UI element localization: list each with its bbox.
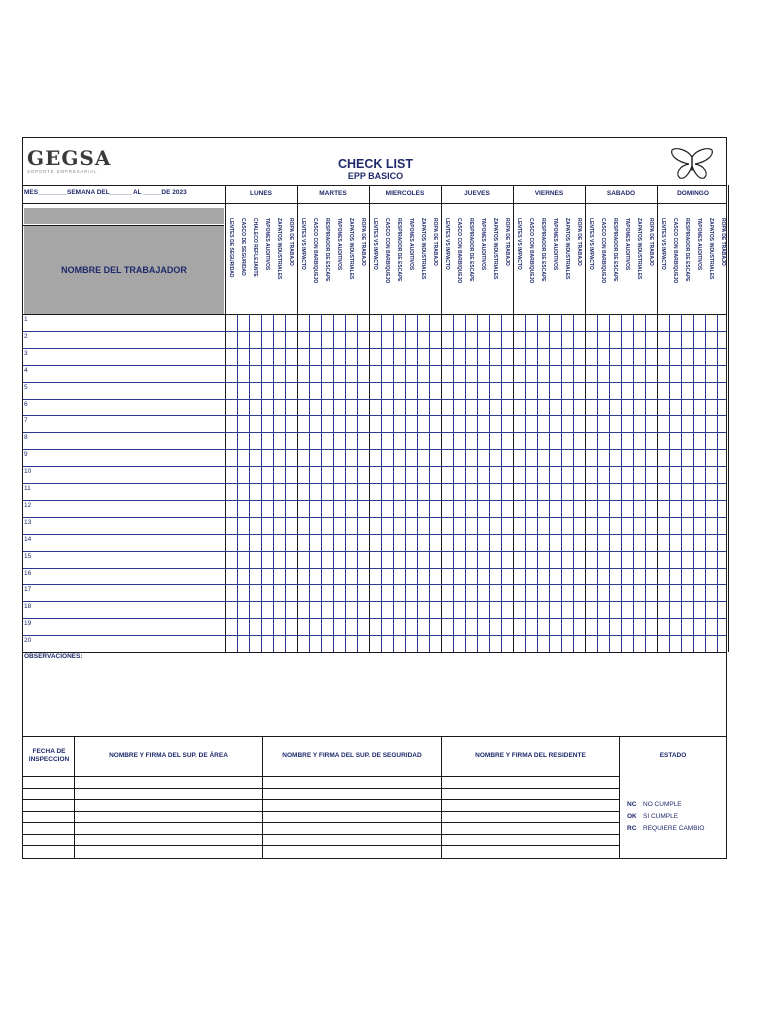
signature-rule xyxy=(23,788,619,789)
header-rule xyxy=(23,225,224,226)
butterfly-icon xyxy=(669,147,715,181)
row-line xyxy=(23,415,726,416)
day-header: SABADO xyxy=(606,190,636,197)
section-rule xyxy=(23,652,726,653)
row-line xyxy=(23,432,726,433)
checklist-sheet xyxy=(22,137,727,859)
epp-column-label: ROPA DE TRABAJO xyxy=(720,218,726,266)
row-number: 17 xyxy=(24,586,32,594)
signature-rule xyxy=(23,811,619,812)
document-subtitle: EPP BASICO xyxy=(347,171,404,181)
document-title: CHECK LIST xyxy=(338,157,413,171)
worker-name-header: NOMBRE DEL TRABAJADOR xyxy=(61,265,187,275)
row-line xyxy=(23,365,726,366)
logo-tagline: SOPORTE EMPRESARIAL xyxy=(27,169,98,174)
epp-column-label: CASCO CON BARBIQUEJO xyxy=(600,218,606,284)
row-line xyxy=(23,348,726,349)
epp-column-label: ZAPATOS INDUSTRIALES xyxy=(492,218,498,280)
row-line xyxy=(23,601,726,602)
row-number: 20 xyxy=(24,637,32,645)
row-number: 12 xyxy=(24,501,32,509)
epp-column-label: ZAPATOS INDUSTRIALES xyxy=(420,218,426,280)
epp-column-label: RESPIRADOR DE ESCAPE xyxy=(468,218,474,282)
row-line xyxy=(23,382,726,383)
signature-rule xyxy=(23,845,619,846)
row-number: 10 xyxy=(24,468,32,476)
row-number: 8 xyxy=(24,434,28,442)
epp-column-label: LENTES VS IMPACTO xyxy=(372,218,378,270)
row-number: 5 xyxy=(24,383,28,391)
row-line xyxy=(23,500,726,501)
row-number: 2 xyxy=(24,332,28,340)
epp-column-label: ROPA DE TRABAJO xyxy=(576,218,582,266)
row-line xyxy=(23,331,726,332)
epp-column-label: CASCO DE SEGURIDAD xyxy=(240,218,246,276)
row-number: 15 xyxy=(24,552,32,560)
day-header: DOMINGO xyxy=(677,190,709,197)
epp-column-label: TAPONES AUDITIVOS xyxy=(552,218,558,271)
day-header: LUNES xyxy=(249,190,273,197)
legend-text: NO CUMPLE xyxy=(643,801,682,808)
header-rule xyxy=(23,203,726,204)
section-rule xyxy=(23,736,726,737)
legend-nc xyxy=(627,801,682,808)
epp-column-label: LENTES VS IMPACTO xyxy=(300,218,306,270)
epp-column-label: TAPONES AUDITIVOS xyxy=(264,218,270,271)
epp-column-label: LENTES VS IMPACTO xyxy=(444,218,450,270)
row-number: 19 xyxy=(24,620,32,628)
epp-column-label: ZAPATOS INDUSTRIALES xyxy=(708,218,714,280)
row-line xyxy=(23,551,726,552)
epp-column-label: TAPONES AUDITIVOS xyxy=(480,218,486,271)
row-line xyxy=(23,635,726,636)
date-header: FECHA DE INSPECCION xyxy=(28,748,70,763)
legend-text: SI CUMPLE xyxy=(643,813,679,820)
epp-column-label: ZAPATOS INDUSTRIALES xyxy=(276,218,282,280)
legend-ok xyxy=(627,813,678,820)
row-line xyxy=(23,568,726,569)
row-number: 1 xyxy=(24,316,28,323)
epp-column-label: LENTES DE SEGURIDAD xyxy=(228,218,234,278)
day-header: MIERCOLES xyxy=(385,190,425,197)
row-line xyxy=(23,618,726,619)
epp-column-label: ROPA DE TRABAJO xyxy=(360,218,366,266)
row-number: 9 xyxy=(24,451,28,459)
status-header: ESTADO xyxy=(659,752,687,759)
epp-column-label: TAPONES AUDITIVOS xyxy=(408,218,414,271)
epp-column-label: LENTES VS IMPACTO xyxy=(588,218,594,270)
legend-rc xyxy=(627,825,704,832)
row-line xyxy=(23,584,726,585)
legend-code: NC xyxy=(627,801,637,808)
row-number: 14 xyxy=(24,535,32,543)
epp-column-label: RESPIRADOR DE ESCAPE xyxy=(540,218,546,282)
row-number: 6 xyxy=(24,400,28,408)
epp-column-label: ROPA DE TRABAJO xyxy=(288,218,294,266)
epp-column-label: TAPONES AUDITIVOS xyxy=(336,218,342,271)
legend-text: REQUIERE CAMBIO xyxy=(643,825,705,832)
row-line xyxy=(23,483,726,484)
day-header: MARTES xyxy=(319,190,347,197)
row-line xyxy=(23,466,726,467)
epp-column-label: ZAPATOS INDUSTRIALES xyxy=(564,218,570,280)
row-line xyxy=(23,399,726,400)
epp-column-label: CASCO CON BARBIQUEJO xyxy=(384,218,390,284)
signature-rule xyxy=(23,799,619,800)
row-line xyxy=(23,517,726,518)
epp-column-label: ROPA DE TRABAJO xyxy=(648,218,654,266)
signature-rule xyxy=(23,822,619,823)
row-number: 3 xyxy=(24,349,28,357)
epp-column-label: TAPONES AUDITIVOS xyxy=(624,218,630,271)
day-separator xyxy=(728,185,729,652)
signature-rule xyxy=(23,776,619,777)
epp-column-label: CASCO CON BARBIQUEJO xyxy=(672,218,678,284)
legend-code: OK xyxy=(627,813,637,820)
logo-name: GEGSA xyxy=(27,146,112,170)
epp-column-label: CHALECO REFLEJANTE xyxy=(252,218,258,277)
row-number: 7 xyxy=(24,417,28,425)
epp-column-label: ZAPATOS INDUSTRIALES xyxy=(348,218,354,280)
row-number: 18 xyxy=(24,603,32,611)
row-number: 11 xyxy=(24,485,31,492)
row-number: 13 xyxy=(24,518,32,526)
epp-column-label: ZAPATOS INDUSTRIALES xyxy=(636,218,642,280)
epp-column-label: RESPIRADOR DE ESCAPE xyxy=(612,218,618,282)
signature-column-line xyxy=(619,736,620,858)
epp-column-label: RESPIRADOR DE ESCAPE xyxy=(684,218,690,282)
row-line xyxy=(23,449,726,450)
safety-supervisor-header: NOMBRE Y FIRMA DEL SUP. DE SEGURIDAD xyxy=(282,752,422,759)
epp-column-label: LENTES VS IMPACTO xyxy=(516,218,522,270)
header-gray-band xyxy=(24,208,224,224)
area-supervisor-header: NOMBRE Y FIRMA DEL SUP. DE ÁREA xyxy=(109,752,228,759)
epp-column-label: LENTES VS IMPACTO xyxy=(660,218,666,270)
epp-column-label: ROPA DE TRABAJO xyxy=(432,218,438,266)
observations-label: OBSERVACIONES: xyxy=(24,653,83,660)
epp-column-label: RESPIRADOR DE ESCAPE xyxy=(396,218,402,282)
epp-column-label: RESPIRADOR DE ESCAPE xyxy=(324,218,330,282)
row-number: 4 xyxy=(24,366,28,374)
day-header: VIERNES xyxy=(534,190,564,197)
epp-column-label: ROPA DE TRABAJO xyxy=(504,218,510,266)
legend-code: RC xyxy=(627,825,637,832)
epp-column-label: CASCO CON BARBIQUEJO xyxy=(456,218,462,284)
period-line: MES________SEMANA DEL______ AL _____DE 2023 xyxy=(24,189,187,196)
day-header: JUEVES xyxy=(464,190,490,197)
row-number: 16 xyxy=(24,569,32,577)
row-line xyxy=(23,534,726,535)
epp-column-label: TAPONES AUDITIVOS xyxy=(696,218,702,271)
resident-header: NOMBRE Y FIRMA DEL RESIDENTE xyxy=(475,752,586,759)
signature-column-line xyxy=(74,736,75,858)
signature-rule xyxy=(23,834,619,835)
signature-column-line xyxy=(441,736,442,858)
epp-column-label: CASCO CON BARBIQUEJO xyxy=(312,218,318,284)
signature-column-line xyxy=(262,736,263,858)
epp-column-label: CASCO CON BARBIQUEJO xyxy=(528,218,534,284)
